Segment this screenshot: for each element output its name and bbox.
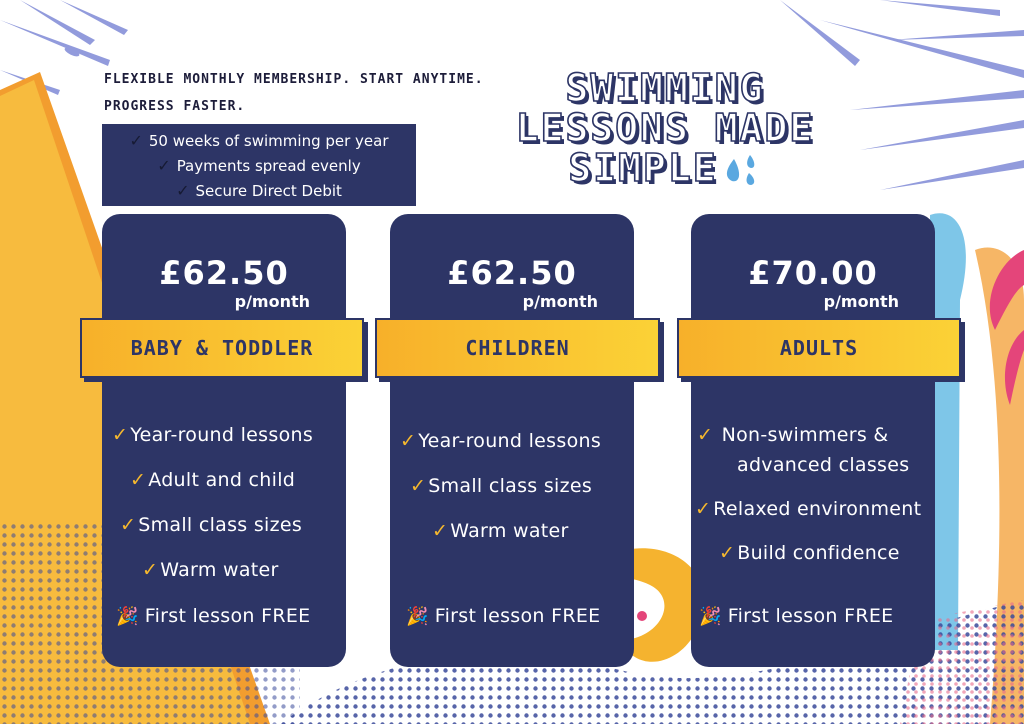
check-icon: ✓ (695, 498, 712, 520)
plan-price: £70.00 (748, 254, 878, 292)
plan-period: p/month (522, 292, 598, 311)
plan-feature: ✓ Small class sizes (120, 514, 303, 536)
plan-card-baby-toddler (102, 214, 346, 667)
party-popper-icon: 🎉 (116, 606, 139, 627)
party-popper-icon: 🎉 (406, 606, 429, 627)
plan-card-adults (691, 214, 935, 667)
tagline-line-1: FLEXIBLE MONTHLY MEMBERSHIP. START ANYTIME. (104, 72, 484, 87)
check-icon: ✓ (120, 514, 137, 536)
plan-offer: 🎉 First lesson FREE (699, 605, 894, 627)
plan-period: p/month (234, 292, 310, 311)
plan-price: £62.50 (447, 254, 577, 292)
tagline-line-2: PROGRESS FASTER. (104, 99, 246, 114)
plan-feature: advanced classes (737, 454, 910, 476)
check-icon: ✓ (400, 430, 417, 452)
check-icon: ✓ (697, 424, 714, 446)
check-icon: ✓ (157, 156, 171, 175)
title-line-1: SWIMMING (565, 66, 765, 110)
check-icon: ✓ (176, 181, 190, 200)
plan-card-children (390, 214, 634, 667)
benefit-item (102, 153, 416, 178)
plan-name-banner-adults: ADULTS (677, 318, 961, 378)
plan-offer: 🎉 First lesson FREE (406, 605, 601, 627)
plan-feature: ✓ Relaxed environment (695, 498, 922, 520)
party-popper-icon: 🎉 (699, 606, 722, 627)
plan-name-banner-children: CHILDREN (375, 318, 660, 378)
check-icon: ✓ (129, 131, 143, 150)
water-drops-icon (722, 153, 762, 189)
title-line-2: LESSONS MADE (515, 106, 815, 150)
membership-benefits-box (102, 124, 416, 206)
check-icon: ✓ (112, 424, 129, 446)
plan-feature: ✓ Year-round lessons (400, 430, 602, 452)
plan-feature: ✓ Adult and child (130, 469, 296, 491)
page-title (498, 68, 832, 189)
plan-feature: ✓ Warm water (432, 520, 569, 542)
plan-price: £62.50 (159, 254, 289, 292)
plan-offer: 🎉 First lesson FREE (116, 605, 311, 627)
benefit-label: Secure Direct Debit (195, 181, 342, 200)
plan-period: p/month (823, 292, 899, 311)
plan-feature: ✓ Small class sizes (410, 475, 593, 497)
plan-feature: ✓ Year-round lessons (112, 424, 314, 446)
check-icon: ✓ (410, 475, 427, 497)
benefit-item (102, 128, 416, 153)
tagline (104, 66, 504, 120)
plan-feature: ✓ Build confidence (719, 542, 900, 564)
benefit-label: Payments spread evenly (176, 156, 361, 175)
check-icon: ✓ (432, 520, 449, 542)
check-icon: ✓ (719, 542, 736, 564)
title-line-3: SIMPLE (568, 146, 718, 190)
check-icon: ✓ (142, 559, 159, 581)
check-icon: ✓ (130, 469, 147, 491)
plan-feature: ✓ Warm water (142, 559, 279, 581)
benefit-item (102, 178, 416, 203)
plan-name-banner-baby-toddler: BABY & TODDLER (80, 318, 364, 378)
plan-feature: ✓ Non-swimmers & (697, 424, 889, 446)
benefit-label: 50 weeks of swimming per year (148, 131, 389, 150)
